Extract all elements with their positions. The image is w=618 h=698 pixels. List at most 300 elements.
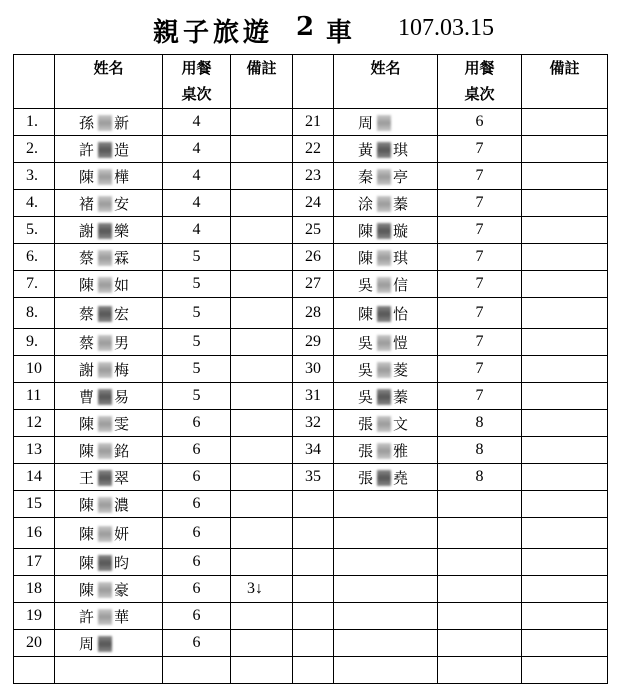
note-cell (231, 109, 293, 136)
table-number: 5 (163, 271, 231, 298)
given-name: 樂 (114, 221, 132, 240)
table-row (14, 136, 608, 163)
row-number: 21 (293, 109, 334, 136)
given-name: 信 (393, 275, 411, 294)
table-row (14, 464, 608, 491)
person-name (334, 136, 438, 163)
table-number: 6 (163, 549, 231, 576)
surname: 王 (79, 468, 97, 487)
redacted-name-block (98, 443, 112, 459)
note-cell (231, 217, 293, 244)
redacted-name-block (377, 470, 391, 486)
table-number: 8 (438, 410, 522, 437)
given-name: 文 (393, 414, 411, 433)
redacted-name-block (377, 335, 391, 351)
redacted-name-block (377, 277, 391, 293)
person-name (334, 491, 438, 518)
redacted-name-block (377, 362, 391, 378)
person-name (55, 136, 163, 163)
person-name (55, 356, 163, 383)
person-name (55, 109, 163, 136)
table-row (14, 298, 608, 329)
note-cell: 3↓ (231, 576, 293, 603)
note-cell (231, 549, 293, 576)
row-number: 17 (14, 549, 55, 576)
table-number: 7 (438, 383, 522, 410)
note-cell (231, 383, 293, 410)
table-row (14, 217, 608, 244)
person-name (55, 576, 163, 603)
table-row (14, 271, 608, 298)
surname: 黃 (358, 140, 376, 159)
table-number: 4 (163, 163, 231, 190)
table-number (438, 603, 522, 630)
given-name: 怡 (393, 304, 411, 323)
table-number: 7 (438, 217, 522, 244)
given-name: 菱 (393, 360, 411, 379)
given-name: 翠 (114, 468, 132, 487)
surname: 許 (79, 140, 97, 159)
person-name (334, 271, 438, 298)
person-name (334, 244, 438, 271)
person-name (55, 244, 163, 271)
table-row (14, 630, 608, 657)
redacted-name-block (98, 362, 112, 378)
row-number: 26 (293, 244, 334, 271)
given-name: 安 (114, 194, 132, 213)
surname: 周 (358, 113, 376, 132)
redacted-name-block (98, 636, 112, 652)
surname: 陳 (79, 441, 97, 460)
table-number: 7 (438, 136, 522, 163)
row-number (293, 630, 334, 657)
row-number: 27 (293, 271, 334, 298)
note-cell (522, 518, 608, 549)
header-table-line1: 用餐 (181, 59, 212, 77)
table-number (438, 630, 522, 657)
surname: 張 (358, 414, 376, 433)
note-cell (522, 437, 608, 464)
given-name: 愷 (393, 333, 411, 352)
redacted-name-block (98, 335, 112, 351)
surname: 謝 (79, 221, 97, 240)
note-cell (522, 190, 608, 217)
header-name-left: 姓名 (55, 55, 163, 109)
person-name (55, 298, 163, 329)
header-table-right (438, 55, 522, 109)
row-number: 20 (14, 630, 55, 657)
given-name: 霖 (114, 248, 132, 267)
redacted-name-block (98, 555, 112, 571)
note-cell (522, 329, 608, 356)
row-number: 6. (14, 244, 55, 271)
table-row (14, 576, 608, 603)
table-number: 8 (438, 464, 522, 491)
row-number: 8. (14, 298, 55, 329)
row-number: 14 (14, 464, 55, 491)
person-name (55, 491, 163, 518)
note-cell (231, 298, 293, 329)
person-name (334, 603, 438, 630)
given-name: 昀 (114, 553, 132, 572)
table-number: 6 (163, 576, 231, 603)
surname: 秦 (358, 167, 376, 186)
table-number: 6 (163, 603, 231, 630)
person-name (334, 217, 438, 244)
redacted-name-block (377, 389, 391, 405)
note-cell (231, 410, 293, 437)
person-name (334, 109, 438, 136)
surname: 謝 (79, 360, 97, 379)
header-table-line1: 用餐 (464, 59, 495, 77)
row-number (293, 603, 334, 630)
redacted-name-block (98, 306, 112, 322)
given-name: 雯 (114, 414, 132, 433)
note-cell (231, 518, 293, 549)
surname: 陳 (79, 553, 97, 572)
surname: 周 (79, 634, 97, 653)
redacted-name-block (98, 497, 112, 513)
table-number: 4 (163, 109, 231, 136)
surname: 孫 (79, 113, 97, 132)
table-number: 4 (163, 190, 231, 217)
table-number: 7 (438, 298, 522, 329)
redacted-name-block (377, 169, 391, 185)
table-row (14, 383, 608, 410)
person-name (334, 630, 438, 657)
note-cell (231, 329, 293, 356)
given-name: 梅 (114, 360, 132, 379)
table-number: 7 (438, 271, 522, 298)
redacted-name-block (98, 582, 112, 598)
person-name (334, 298, 438, 329)
table-number (438, 576, 522, 603)
surname: 褚 (79, 194, 97, 213)
given-name: 妍 (114, 524, 132, 543)
note-cell (522, 630, 608, 657)
row-number: 7. (14, 271, 55, 298)
row-number: 23 (293, 163, 334, 190)
row-number: 30 (293, 356, 334, 383)
table-row (14, 491, 608, 518)
row-number: 28 (293, 298, 334, 329)
trip-date: 107.03.15 (398, 15, 494, 41)
row-number: 11 (14, 383, 55, 410)
redacted-name-block (98, 389, 112, 405)
table-number: 7 (438, 329, 522, 356)
given-name: 新 (114, 113, 132, 132)
redacted-name-block (377, 250, 391, 266)
table-number: 7 (438, 356, 522, 383)
person-name (334, 163, 438, 190)
row-number (293, 549, 334, 576)
person-name (55, 410, 163, 437)
note-cell (231, 190, 293, 217)
table-number: 5 (163, 356, 231, 383)
row-number: 12 (14, 410, 55, 437)
header-note-left: 備註 (231, 55, 293, 109)
redacted-name-block (377, 306, 391, 322)
person-name (334, 190, 438, 217)
header-name-right: 姓名 (334, 55, 438, 109)
person-name (55, 603, 163, 630)
row-number: 18 (14, 576, 55, 603)
surname: 陳 (79, 580, 97, 599)
person-name (334, 383, 438, 410)
redacted-name-block (98, 142, 112, 158)
surname: 蔡 (79, 304, 97, 323)
person-name (334, 329, 438, 356)
person-name (334, 437, 438, 464)
empty-cell (14, 657, 55, 684)
note-cell (522, 603, 608, 630)
redacted-name-block (98, 169, 112, 185)
row-number (293, 576, 334, 603)
table-number: 6 (163, 464, 231, 491)
redacted-name-block (98, 277, 112, 293)
given-name: 易 (114, 387, 132, 406)
person-name (334, 549, 438, 576)
header-note-right: 備註 (522, 55, 608, 109)
note-cell (522, 576, 608, 603)
given-name: 亭 (393, 167, 411, 186)
surname: 吳 (358, 333, 376, 352)
note-cell (522, 491, 608, 518)
row-number: 9. (14, 329, 55, 356)
table-number: 5 (163, 329, 231, 356)
note-cell (231, 136, 293, 163)
given-name: 璇 (393, 221, 411, 240)
surname: 陳 (358, 304, 376, 323)
surname: 蔡 (79, 248, 97, 267)
empty-cell (522, 657, 608, 684)
row-number: 35 (293, 464, 334, 491)
table-number: 6 (163, 630, 231, 657)
note-cell (231, 244, 293, 271)
row-number (293, 518, 334, 549)
row-number: 13 (14, 437, 55, 464)
person-name (55, 630, 163, 657)
row-number: 19 (14, 603, 55, 630)
row-number: 1. (14, 109, 55, 136)
person-name (55, 329, 163, 356)
table-number: 4 (163, 136, 231, 163)
note-cell (522, 163, 608, 190)
table-number: 6 (163, 437, 231, 464)
surname: 陳 (79, 495, 97, 514)
row-number: 10 (14, 356, 55, 383)
surname: 陳 (358, 221, 376, 240)
redacted-name-block (377, 223, 391, 239)
surname: 蔡 (79, 333, 97, 352)
redacted-name-block (98, 196, 112, 212)
person-name (55, 217, 163, 244)
person-name (55, 437, 163, 464)
table-number: 8 (438, 437, 522, 464)
given-name: 琪 (393, 248, 411, 267)
surname: 吳 (358, 360, 376, 379)
redacted-name-block (377, 142, 391, 158)
title-text: 親子旅遊 (153, 18, 274, 48)
redacted-name-block (98, 250, 112, 266)
empty-cell (334, 657, 438, 684)
given-name: 造 (114, 140, 132, 159)
table-number (438, 549, 522, 576)
note-cell (522, 109, 608, 136)
given-name: 男 (114, 333, 132, 352)
given-name: 堯 (393, 468, 411, 487)
table-number: 4 (163, 217, 231, 244)
person-name (55, 464, 163, 491)
document-title (0, 10, 618, 48)
surname: 吳 (358, 275, 376, 294)
row-number: 22 (293, 136, 334, 163)
table-number: 5 (163, 244, 231, 271)
person-name (334, 576, 438, 603)
note-cell (231, 491, 293, 518)
redacted-name-block (98, 115, 112, 131)
given-name: 宏 (114, 304, 132, 323)
table-row (14, 244, 608, 271)
note-cell (231, 271, 293, 298)
table-row (14, 356, 608, 383)
person-name (55, 271, 163, 298)
table-number (438, 491, 522, 518)
passenger-table (13, 54, 608, 684)
row-number: 3. (14, 163, 55, 190)
row-number (293, 491, 334, 518)
empty-cell (293, 657, 334, 684)
person-name (55, 518, 163, 549)
person-name (55, 163, 163, 190)
redacted-name-block (377, 443, 391, 459)
person-name (55, 190, 163, 217)
redacted-name-block (98, 416, 112, 432)
table-number: 5 (163, 298, 231, 329)
car-label: 車 (326, 18, 353, 48)
redacted-name-block (377, 196, 391, 212)
surname: 吳 (358, 387, 376, 406)
given-name: 濃 (114, 495, 132, 514)
note-cell (231, 437, 293, 464)
note-cell (231, 356, 293, 383)
header-no-left (14, 55, 55, 109)
table-row (14, 603, 608, 630)
given-name: 蓁 (393, 387, 411, 406)
table-row (14, 518, 608, 549)
note-cell (522, 410, 608, 437)
table-row (14, 549, 608, 576)
note-cell (522, 356, 608, 383)
note-cell (522, 298, 608, 329)
note-cell (522, 549, 608, 576)
surname: 陳 (79, 524, 97, 543)
redacted-name-block (98, 470, 112, 486)
redacted-name-block (98, 609, 112, 625)
person-name (55, 549, 163, 576)
person-name (334, 410, 438, 437)
row-number: 29 (293, 329, 334, 356)
empty-row (14, 657, 608, 684)
table-row (14, 410, 608, 437)
header-table-left (163, 55, 231, 109)
person-name (334, 518, 438, 549)
person-name (55, 383, 163, 410)
surname: 陳 (79, 275, 97, 294)
given-name: 蓁 (393, 194, 411, 213)
table-number: 5 (163, 383, 231, 410)
surname: 張 (358, 441, 376, 460)
note-cell (231, 163, 293, 190)
table-row (14, 163, 608, 190)
note-cell (231, 464, 293, 491)
surname: 許 (79, 607, 97, 626)
header-table-line2: 桌次 (464, 85, 495, 103)
surname: 涂 (358, 194, 376, 213)
note-cell (522, 217, 608, 244)
surname: 張 (358, 468, 376, 487)
note-cell (231, 630, 293, 657)
row-number: 31 (293, 383, 334, 410)
given-name: 雅 (393, 441, 411, 460)
car-number: 2 (296, 12, 315, 42)
given-name: 華 (114, 607, 132, 626)
person-name (334, 464, 438, 491)
empty-cell (163, 657, 231, 684)
table-number: 7 (438, 244, 522, 271)
table-row (14, 437, 608, 464)
note-cell (231, 603, 293, 630)
table-number (438, 518, 522, 549)
given-name: 豪 (114, 580, 132, 599)
note-cell (522, 244, 608, 271)
empty-cell (55, 657, 163, 684)
row-number: 25 (293, 217, 334, 244)
row-number: 15 (14, 491, 55, 518)
surname: 陳 (79, 414, 97, 433)
row-number: 16 (14, 518, 55, 549)
given-name: 琪 (393, 140, 411, 159)
redacted-name-block (98, 526, 112, 542)
table-number: 6 (438, 109, 522, 136)
empty-cell (231, 657, 293, 684)
header-table-line2: 桌次 (181, 85, 212, 103)
redacted-name-block (377, 115, 391, 131)
redacted-name-block (98, 223, 112, 239)
row-number: 5. (14, 217, 55, 244)
header-row (14, 55, 608, 109)
surname: 陳 (79, 167, 97, 186)
table-number: 7 (438, 163, 522, 190)
person-name (334, 356, 438, 383)
given-name: 銘 (114, 441, 132, 460)
note-cell (522, 271, 608, 298)
row-number: 4. (14, 190, 55, 217)
redacted-name-block (377, 416, 391, 432)
surname: 陳 (358, 248, 376, 267)
row-number: 32 (293, 410, 334, 437)
table-number: 6 (163, 491, 231, 518)
table-row (14, 190, 608, 217)
table-row (14, 109, 608, 136)
table-number: 6 (163, 410, 231, 437)
row-number: 24 (293, 190, 334, 217)
note-cell (522, 464, 608, 491)
note-cell (522, 136, 608, 163)
empty-cell (438, 657, 522, 684)
table-row (14, 329, 608, 356)
table-number: 7 (438, 190, 522, 217)
